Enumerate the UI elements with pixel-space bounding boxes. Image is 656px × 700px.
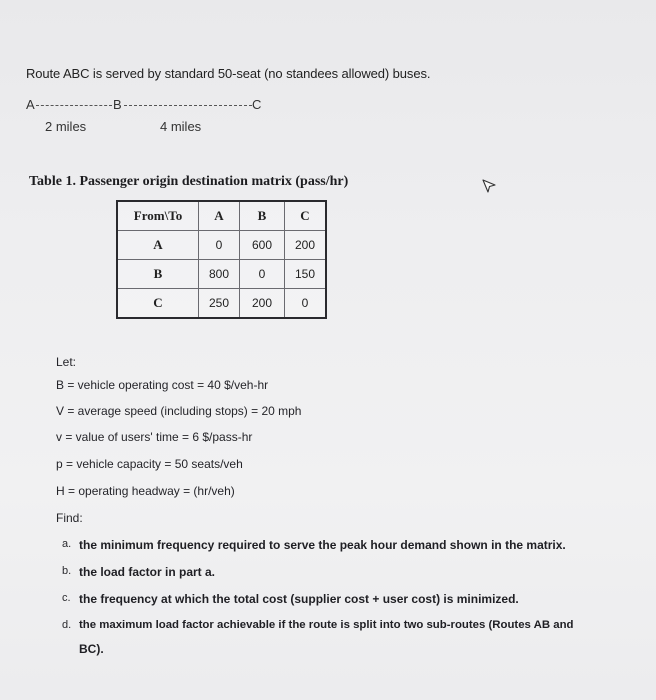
find-item-text: the frequency at which the total cost (supplier cost + user cost) is minimized. (79, 592, 519, 606)
row-header-a: A (117, 231, 199, 260)
route-diagram (26, 97, 266, 113)
find-item-text: the minimum frequency required to serve the peak hour demand shown in the matrix. (79, 538, 566, 552)
find-item-text: the maximum load factor achievable if the route is split into two sub-routes (Routes AB and (79, 619, 574, 631)
stop-b-label: B (113, 97, 122, 112)
col-header-b: B (240, 201, 285, 231)
row-header-b: B (117, 260, 199, 289)
col-header-c: C (285, 201, 327, 231)
table-cell: 0 (199, 231, 240, 260)
definition-line: H = operating headway = (hr/veh) (56, 484, 235, 498)
od-matrix-table (116, 200, 327, 319)
segment-ab-line (36, 105, 112, 106)
let-label: Let: (56, 355, 77, 369)
segment-bc-line (124, 105, 252, 106)
find-item-letter: b. (62, 565, 72, 577)
table-cell: 600 (240, 231, 285, 260)
table-header-row (117, 201, 326, 231)
table-row (117, 289, 326, 319)
table-cell: 0 (240, 260, 285, 289)
table-row (117, 231, 326, 260)
col-header-a: A (199, 201, 240, 231)
table-cell: 200 (285, 231, 327, 260)
stop-a-label: A (26, 97, 35, 112)
table-cell: 0 (285, 289, 327, 319)
row-header-c: C (117, 289, 199, 319)
definition-line: p = vehicle capacity = 50 seats/veh (56, 457, 243, 471)
mouse-pointer-icon (480, 177, 498, 195)
find-item-continuation: BC). (79, 642, 104, 656)
table-row (117, 260, 326, 289)
definition-line: V = average speed (including stops) = 20 mph (56, 404, 302, 418)
table-cell: 250 (199, 289, 240, 319)
intro-text: Route ABC is served by standard 50-seat (no standees allowed) buses. (26, 66, 431, 81)
stop-c-label: C (252, 97, 262, 112)
table-cell: 200 (240, 289, 285, 319)
distance-ab: 2 miles (45, 119, 87, 134)
table-cell: 150 (285, 260, 327, 289)
table-cell: 800 (199, 260, 240, 289)
definition-line: B = vehicle operating cost = 40 $/veh-hr (56, 378, 269, 392)
definition-line: v = value of users' time = 6 $/pass-hr (56, 430, 253, 444)
table-title: Table 1. Passenger origin destination matrix (pass/hr) (29, 174, 349, 189)
find-item-letter: c. (62, 592, 71, 604)
distance-bc: 4 miles (160, 119, 202, 134)
find-item-letter: a. (62, 538, 72, 550)
find-label: Find: (56, 511, 83, 525)
table-corner-cell: From\To (117, 201, 199, 231)
find-item-text: the load factor in part a. (79, 565, 216, 579)
find-item-letter: d. (62, 619, 72, 631)
